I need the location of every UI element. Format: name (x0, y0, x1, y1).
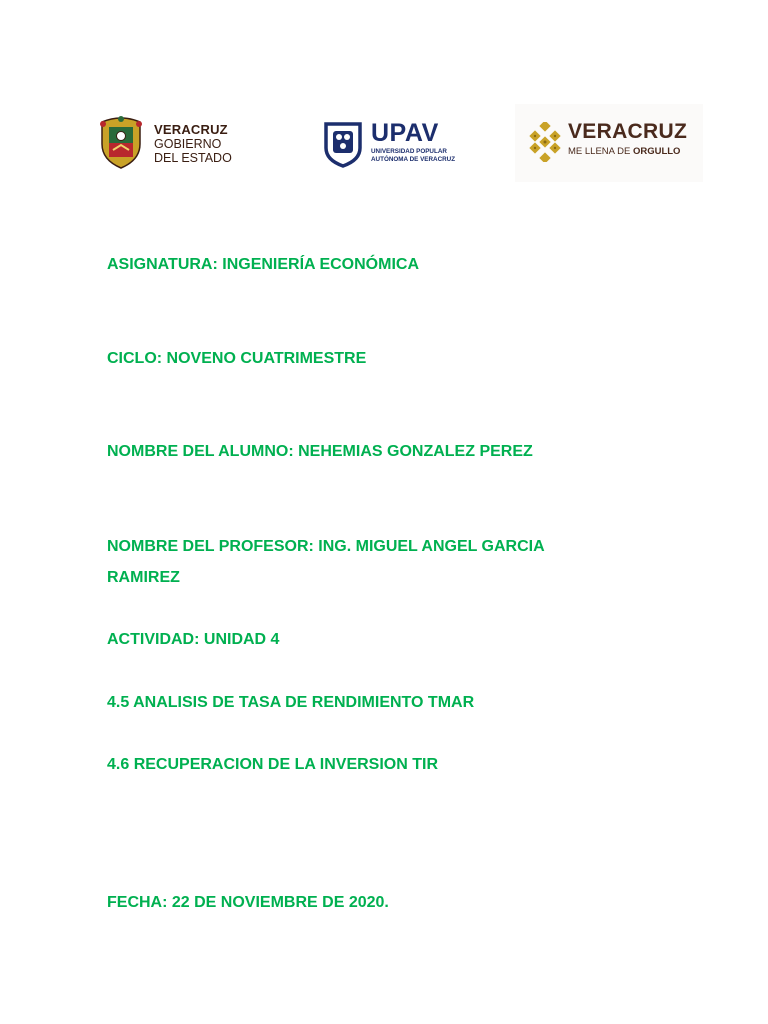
asignatura-text: ASIGNATURA: INGENIERÍA ECONÓMICA (107, 256, 419, 273)
veracruz-gobierno-logo (96, 114, 246, 170)
actividad-text: ACTIVIDAD: UNIDAD 4 (107, 631, 280, 648)
profesor-text-line2: RAMIREZ (107, 569, 180, 586)
profesor-text-line1: NOMBRE DEL PROFESOR: ING. MIGUEL ANGEL GARCIA (107, 538, 545, 555)
orgullo-logo-line2 (568, 147, 680, 157)
gobierno-logo-line3: DEL ESTADO (154, 151, 232, 165)
gobierno-logo-line1: VERACRUZ (154, 122, 228, 137)
tema-4-6-text: 4.6 RECUPERACION DE LA INVERSION TIR (107, 756, 439, 773)
veracruz-coat-of-arms-icon (96, 114, 146, 170)
alumno-text: NOMBRE DEL ALUMNO: NEHEMIAS GONZALEZ PEREZ (107, 443, 533, 460)
orgullo-logo-line2-prefix: ME LLENA DE (568, 146, 633, 157)
gobierno-logo-line2: GOBIERNO (154, 137, 222, 151)
upav-logo-line1: UNIVERSIDAD POPULAR (371, 148, 447, 155)
tema-4-5-text: 4.5 ANALISIS DE TASA DE RENDIMIENTO TMAR (107, 694, 475, 711)
upav-logo-line2: AUTÓNOMA DE VERACRUZ (371, 156, 456, 163)
upav-shield-icon (322, 120, 364, 168)
upav-logo-name: UPAV (371, 119, 439, 147)
fecha-text: FECHA: 22 DE NOVIEMBRE DE 2020. (107, 894, 389, 911)
upav-logo (322, 118, 472, 172)
orgullo-logo-line2-bold: ORGULLO (632, 146, 681, 157)
veracruz-orgullo-logo (515, 104, 703, 182)
veracruz-pattern-icon (525, 122, 565, 162)
ciclo-text: CICLO: NOVENO CUATRIMESTRE (107, 350, 367, 367)
orgullo-logo-line1: VERACRUZ (568, 120, 688, 143)
